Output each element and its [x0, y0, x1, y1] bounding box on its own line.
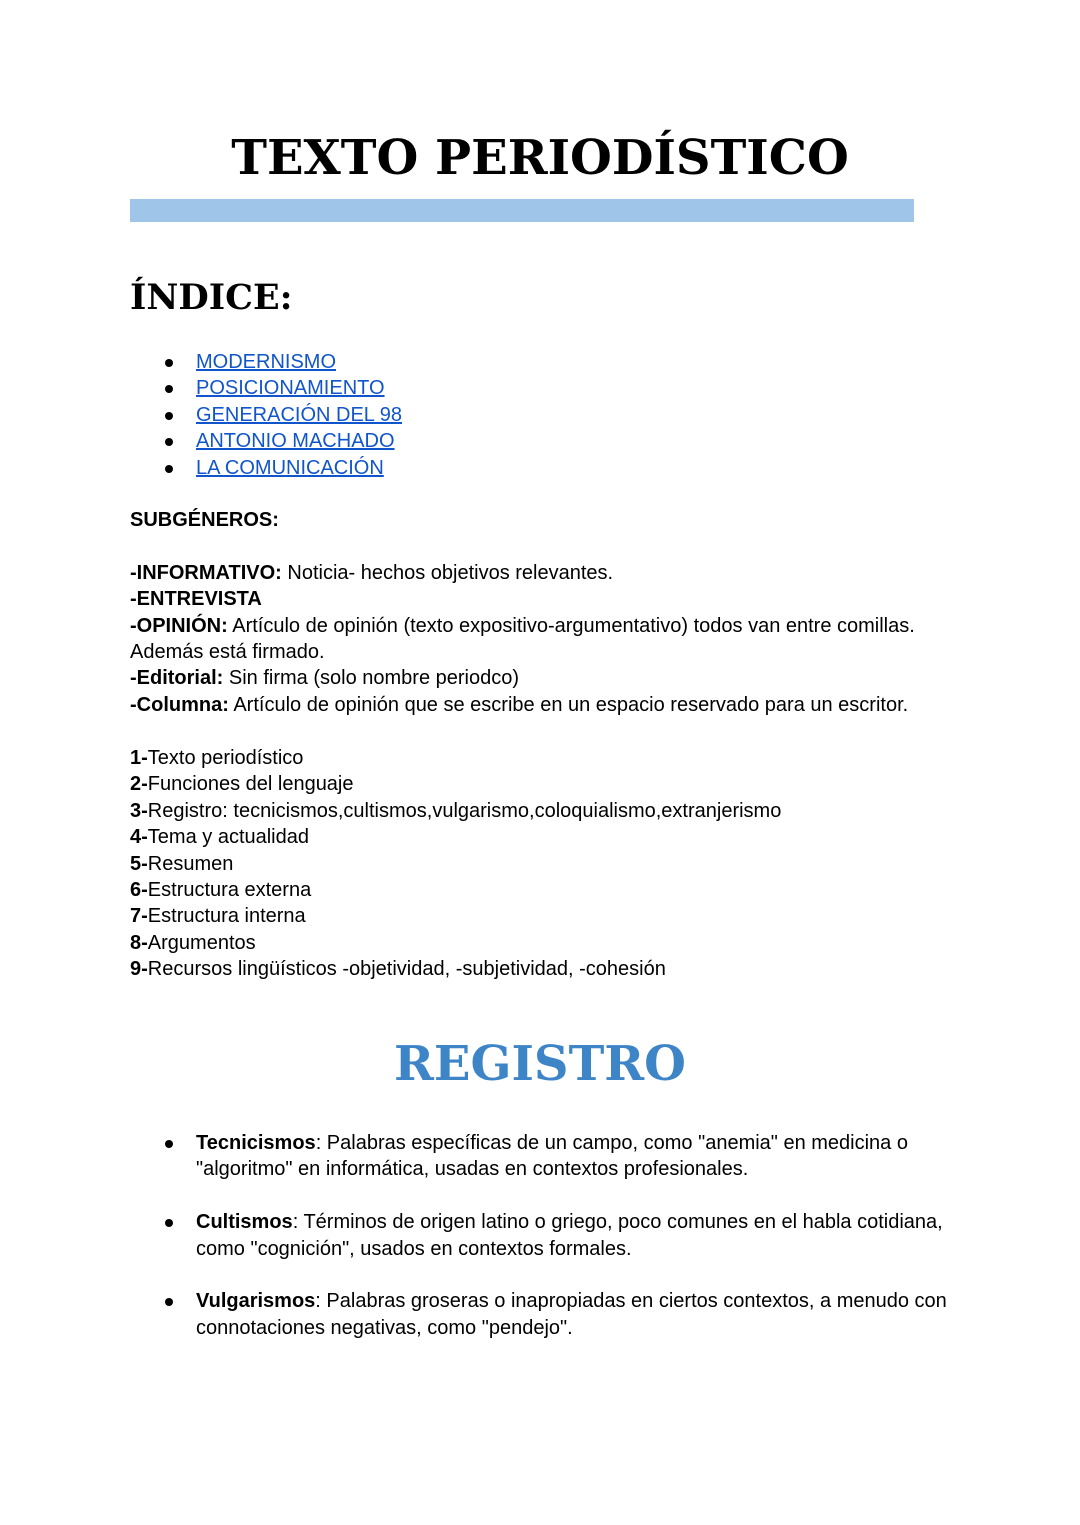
pasos-list	[130, 745, 960, 983]
subgeneros-heading: SUBGÉNEROS:	[130, 509, 279, 531]
paso-item: 7-Estructura interna	[130, 905, 306, 928]
subgeneros-section	[130, 507, 960, 718]
title-underline-bar	[130, 199, 914, 222]
paso-item: 2-Funciones del lenguaje	[130, 773, 354, 796]
bullet-icon	[165, 1219, 173, 1227]
paso-item: 8-Argumentos	[130, 931, 256, 954]
toc-link-antonio-machado[interactable]: ANTONIO MACHADO	[196, 430, 395, 453]
paso-item: 1-Texto periodístico	[130, 747, 304, 769]
toc-link-posicionamiento[interactable]: POSICIONAMIENTO	[196, 377, 385, 400]
list-item	[130, 402, 402, 428]
subgenero-columna: -Columna: Artículo de opinión que se escribe en un espacio reservado para un escritor.	[130, 693, 909, 716]
bullet-icon	[165, 359, 173, 367]
paso-item: 5-Resumen	[130, 852, 234, 875]
indice-heading: ÍNDICE:	[130, 277, 293, 318]
bullet-icon	[165, 1140, 173, 1148]
list-item	[130, 349, 402, 375]
paso-item: 9-Recursos lingüísticos -objetividad, -subjetividad, -cohesión	[130, 958, 666, 981]
list-item	[130, 428, 402, 454]
subgenero-opinion: -OPINIÓN: Artículo de opinión (texto expositivo-argumentativo) todos van entre comillas. Además está firmado.	[130, 614, 915, 664]
registro-heading: REGISTRO	[393, 1036, 686, 1092]
registro-item-cultismos: Cultismos: Términos de origen latino o griego, poco comunes en el habla cotidiana, como "cognición", usados en contextos formales.	[130, 1209, 960, 1262]
page-title: TEXTO PERIODÍSTICO	[231, 130, 849, 186]
paso-item: 3-Registro: tecnicismos,cultismos,vulgarismo,coloquialismo,extranjerismo	[130, 799, 782, 822]
indice-list	[130, 349, 402, 481]
list-item	[130, 375, 402, 401]
subgenero-informativo: -INFORMATIVO: Noticia- hechos objetivos relevantes.	[130, 561, 614, 584]
toc-link-la-comunicacion[interactable]: LA COMUNICACIÓN	[196, 456, 384, 479]
toc-link-modernismo[interactable]: MODERNISMO	[196, 351, 336, 373]
bullet-icon	[165, 438, 173, 446]
registro-item-tecnicismos: Tecnicismos: Palabras específicas de un campo, como "anemia" en medicina o "algoritmo" en informática, usadas en contextos profesionales.	[130, 1130, 960, 1183]
bullet-icon	[165, 465, 173, 473]
bullet-icon	[165, 385, 173, 393]
toc-link-generacion-98[interactable]: GENERACIÓN DEL 98	[196, 403, 402, 426]
paso-item: 6-Estructura externa	[130, 879, 312, 902]
paso-item: 4-Tema y actualidad	[130, 826, 309, 849]
bullet-icon	[165, 1298, 173, 1306]
list-item	[130, 455, 402, 481]
subgenero-entrevista: -ENTREVISTA	[130, 588, 262, 611]
registro-list	[130, 1130, 960, 1368]
subgenero-editorial: -Editorial: Sin firma (solo nombre periodco)	[130, 667, 520, 690]
bullet-icon	[165, 412, 173, 420]
registro-item-vulgarismos: Vulgarismos: Palabras groseras o inapropiadas en ciertos contextos, a menudo con connotaciones negativas, como "pendejo".	[130, 1288, 960, 1341]
